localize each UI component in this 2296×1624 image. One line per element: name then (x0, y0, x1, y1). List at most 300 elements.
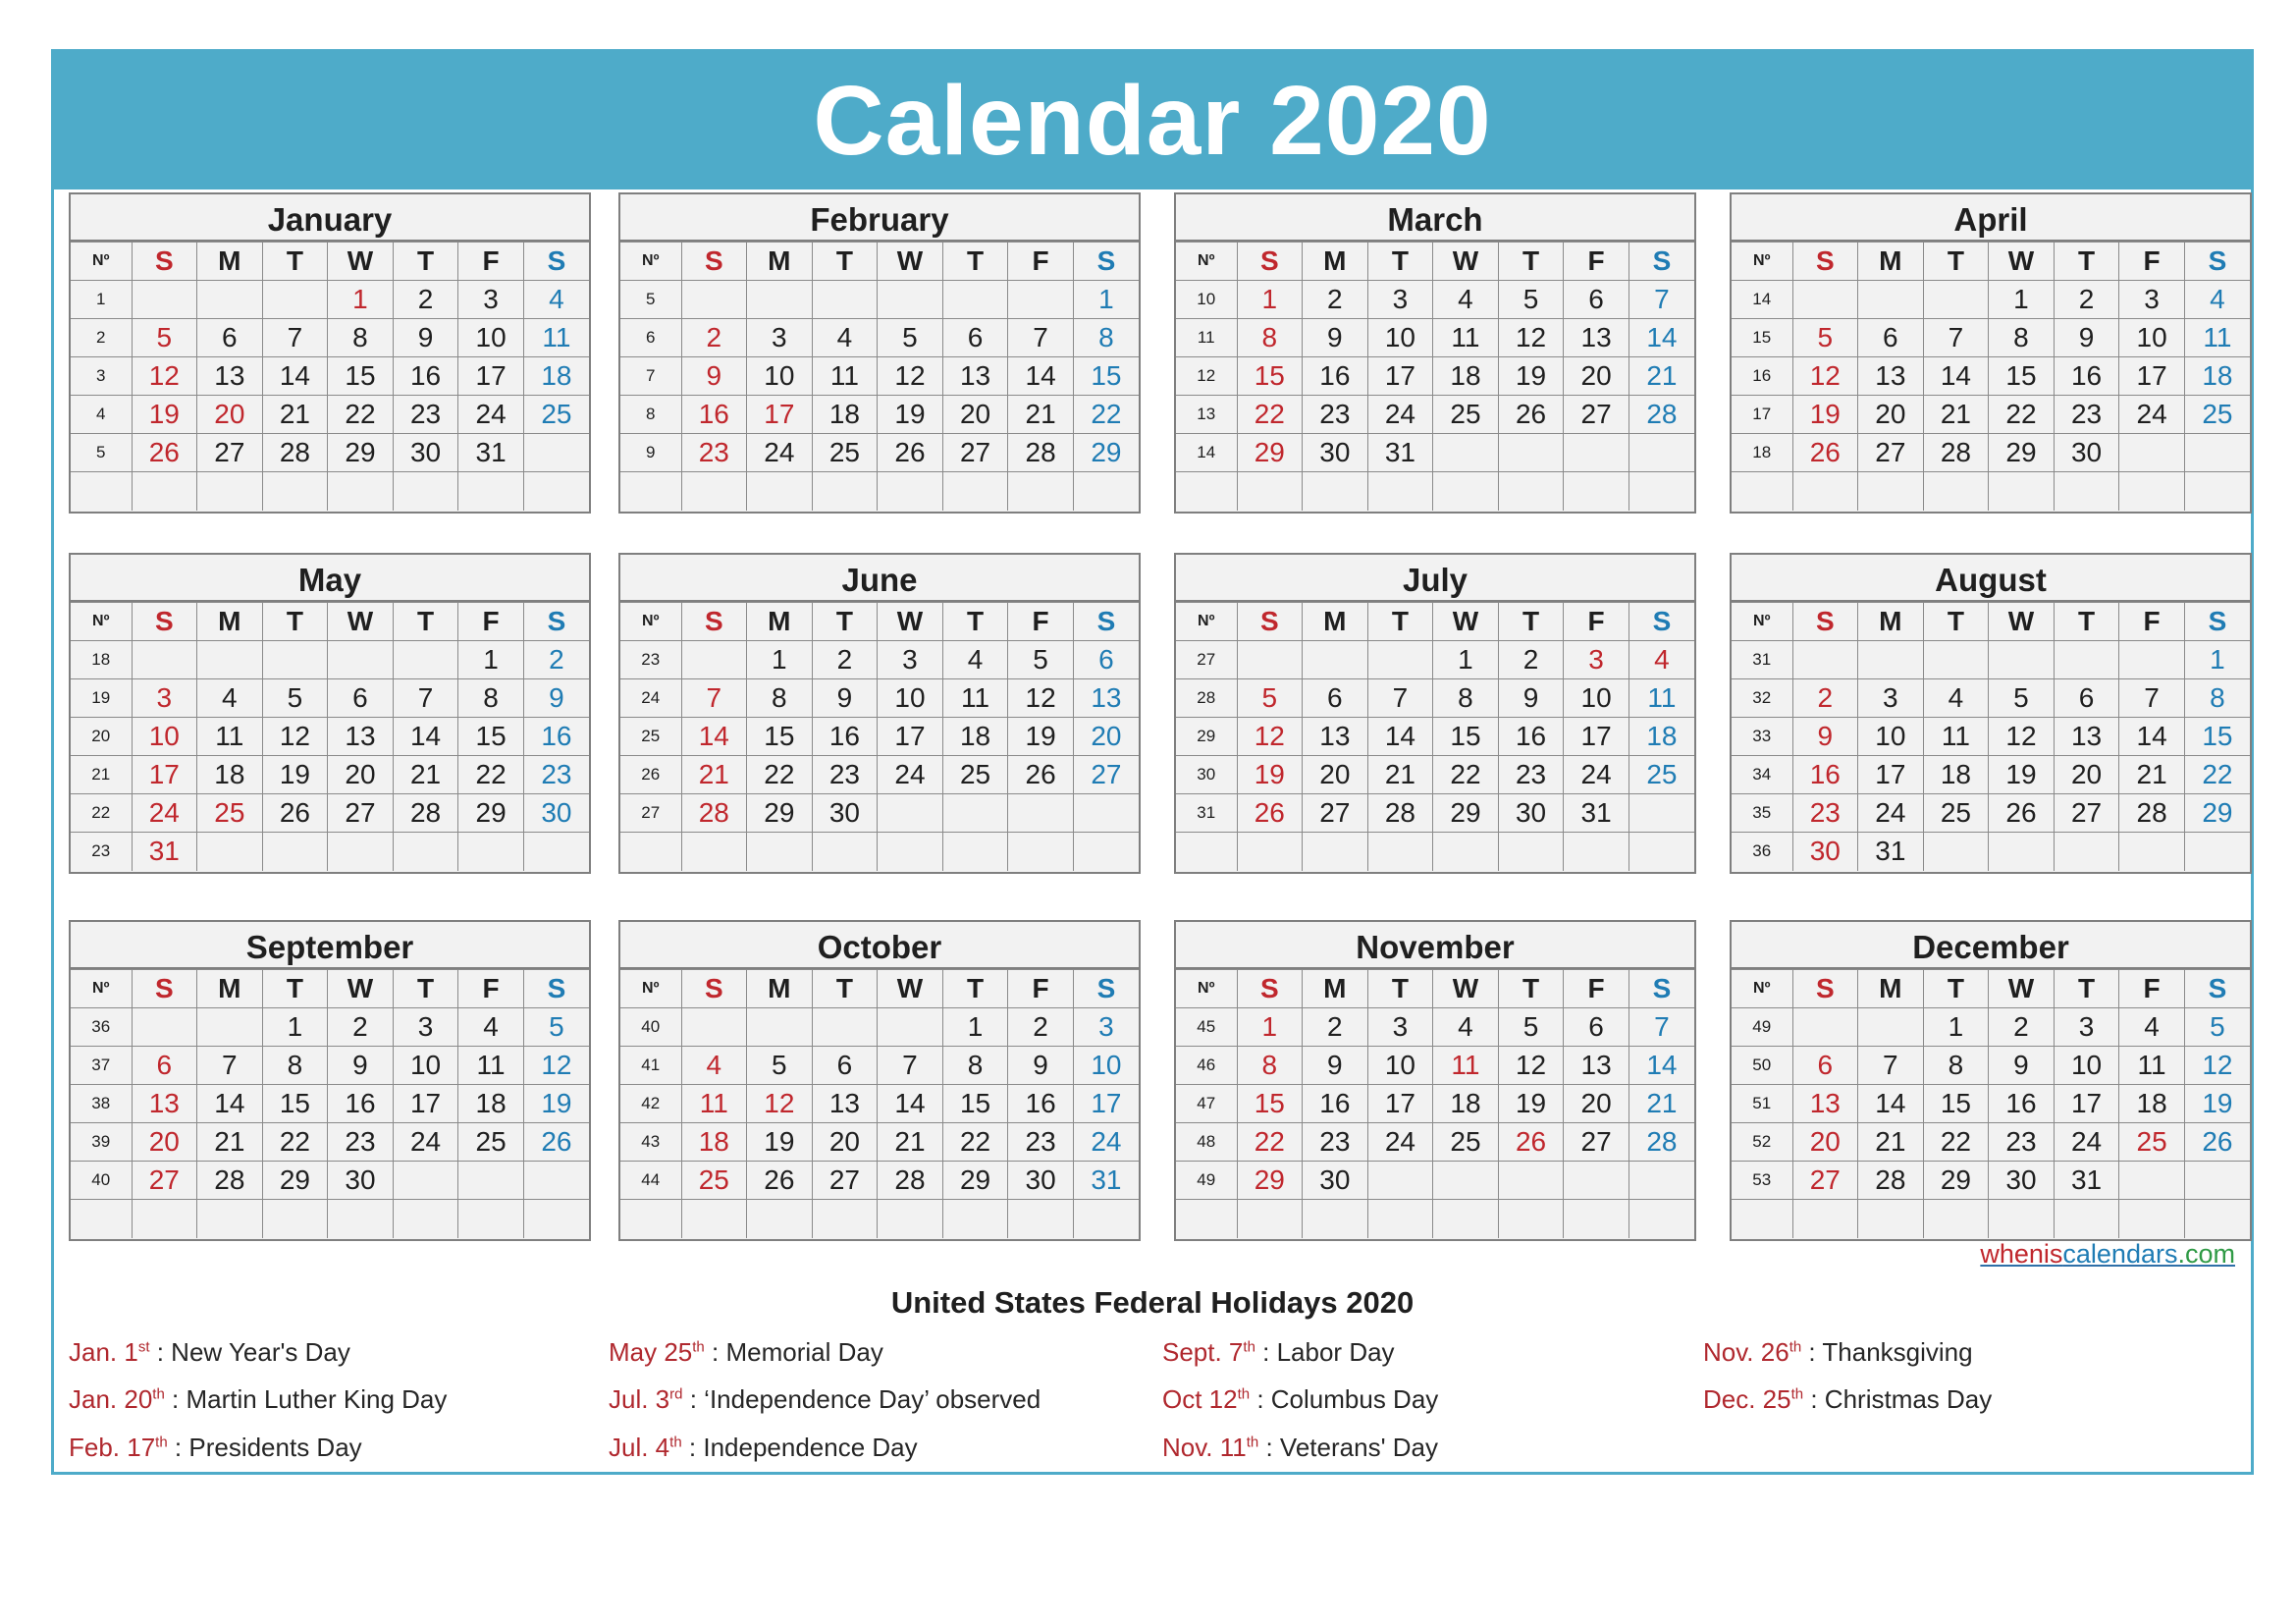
weekday-header: S (1629, 603, 1694, 641)
day-cell (2119, 1200, 2185, 1238)
week-number: 40 (71, 1162, 132, 1200)
day-cell (132, 1008, 197, 1047)
day-cell (1433, 1162, 1499, 1200)
day-cell: 4 (1923, 679, 1989, 718)
day-cell: 13 (197, 357, 263, 396)
day-cell: 15 (1923, 1085, 1989, 1123)
weekday-header: S (1073, 243, 1139, 281)
day-cell (197, 833, 263, 871)
day-cell: 3 (1564, 641, 1629, 679)
day-cell: 12 (747, 1085, 813, 1123)
holiday-date-suffix: th (692, 1338, 705, 1356)
day-cell: 15 (1989, 357, 2055, 396)
day-cell: 24 (1073, 1123, 1139, 1162)
day-cell: 22 (262, 1123, 328, 1162)
day-cell: 25 (197, 794, 263, 833)
day-cell: 8 (1433, 679, 1499, 718)
weekday-header: S (681, 970, 747, 1008)
week-row (1176, 1123, 1694, 1162)
day-cell: 16 (393, 357, 458, 396)
weekday-header: T (1498, 243, 1564, 281)
weekday-header: S (1237, 970, 1303, 1008)
weekday-header: T (812, 603, 878, 641)
day-cell: 6 (1564, 1008, 1629, 1047)
weekday-header: F (1564, 603, 1629, 641)
week-number: 19 (71, 679, 132, 718)
day-cell: 23 (2054, 396, 2119, 434)
day-cell: 10 (747, 357, 813, 396)
week-number: 46 (1176, 1047, 1237, 1085)
month-august (1730, 553, 2252, 874)
watermark-link[interactable] (1980, 1241, 2235, 1268)
weekday-header: S (681, 243, 747, 281)
weekday-header: M (197, 970, 263, 1008)
day-cell: 3 (878, 641, 943, 679)
day-cell (1858, 472, 1924, 511)
day-cell: 12 (2184, 1047, 2250, 1085)
holiday-date (69, 1384, 165, 1414)
day-cell (1629, 434, 1694, 472)
day-cell (1564, 472, 1629, 511)
day-cell: 10 (1858, 718, 1924, 756)
week-number: 22 (71, 794, 132, 833)
day-cell: 5 (1498, 1008, 1564, 1047)
watermark-part-1: whenis (1980, 1239, 2063, 1269)
week-number: 31 (1176, 794, 1237, 833)
day-cell: 18 (942, 718, 1008, 756)
week-row (1176, 281, 1694, 319)
weekday-header: T (1498, 603, 1564, 641)
week-number: 25 (620, 718, 681, 756)
day-cell (328, 1200, 394, 1238)
day-cell (2119, 472, 2185, 511)
weekday-header: S (132, 970, 197, 1008)
day-cell (1367, 833, 1433, 871)
day-cell: 18 (458, 1085, 524, 1123)
holiday-name: : Memorial Day (704, 1337, 883, 1367)
week-number: 53 (1732, 1162, 1792, 1200)
day-cell (942, 1200, 1008, 1238)
day-cell (1303, 1200, 1368, 1238)
day-cell: 17 (1367, 357, 1433, 396)
week-number: 31 (1732, 641, 1792, 679)
day-cell: 26 (1792, 434, 1858, 472)
day-cell: 16 (812, 718, 878, 756)
day-cell (1792, 472, 1858, 511)
month-november (1174, 920, 1696, 1241)
week-row (1176, 1085, 1694, 1123)
day-cell (523, 833, 589, 871)
day-cell (132, 1200, 197, 1238)
weekday-header: W (1433, 970, 1499, 1008)
week-row (1732, 1008, 2250, 1047)
day-cell (878, 281, 943, 319)
weekday-header: T (1923, 243, 1989, 281)
week-number (1176, 833, 1237, 871)
week-number: 15 (1732, 319, 1792, 357)
day-cell: 27 (812, 1162, 878, 1200)
day-cell (1629, 833, 1694, 871)
title-banner (54, 52, 2251, 189)
month-name: September (71, 922, 589, 969)
day-cell: 7 (878, 1047, 943, 1085)
day-cell: 9 (812, 679, 878, 718)
day-cell (747, 833, 813, 871)
weekday-header: W (878, 243, 943, 281)
week-row (1732, 756, 2250, 794)
day-cell (1073, 794, 1139, 833)
day-cell: 7 (1367, 679, 1433, 718)
day-cell: 19 (1237, 756, 1303, 794)
day-cell: 28 (262, 434, 328, 472)
weekday-header: M (1858, 970, 1924, 1008)
week-number: 41 (620, 1047, 681, 1085)
holiday-item (1162, 1435, 1438, 1460)
day-cell: 30 (1303, 1162, 1368, 1200)
holiday-name: : Labor Day (1255, 1337, 1395, 1367)
day-cell: 16 (1303, 1085, 1368, 1123)
day-cell: 3 (1073, 1008, 1139, 1047)
day-cell (197, 472, 263, 511)
day-cell: 26 (1237, 794, 1303, 833)
day-cell: 17 (132, 756, 197, 794)
day-cell: 28 (1923, 434, 1989, 472)
day-cell: 28 (878, 1162, 943, 1200)
month-name: April (1732, 194, 2250, 242)
day-cell (1303, 833, 1368, 871)
day-cell: 5 (1237, 679, 1303, 718)
day-cell: 4 (1433, 281, 1499, 319)
holiday-date-suffix: st (137, 1338, 150, 1356)
day-cell (747, 281, 813, 319)
day-cell (1989, 833, 2055, 871)
day-cell: 24 (1367, 396, 1433, 434)
day-cell (262, 281, 328, 319)
day-cell (681, 833, 747, 871)
day-cell: 24 (1564, 756, 1629, 794)
week-row (620, 357, 1139, 396)
day-cell: 2 (2054, 281, 2119, 319)
day-cell: 29 (1237, 434, 1303, 472)
day-cell: 23 (1498, 756, 1564, 794)
day-cell: 20 (1564, 357, 1629, 396)
holiday-item (69, 1435, 362, 1460)
day-cell: 17 (747, 396, 813, 434)
day-cell: 29 (2184, 794, 2250, 833)
day-cell: 9 (2054, 319, 2119, 357)
day-cell: 20 (812, 1123, 878, 1162)
weekday-header: S (1237, 243, 1303, 281)
weekday-header: M (1303, 243, 1368, 281)
day-cell: 21 (878, 1123, 943, 1162)
day-cell: 24 (2119, 396, 2185, 434)
month-name: June (620, 555, 1139, 602)
week-row (1176, 718, 1694, 756)
week-number: 10 (1176, 281, 1237, 319)
day-cell: 10 (878, 679, 943, 718)
day-cell: 28 (681, 794, 747, 833)
day-cell: 22 (1073, 396, 1139, 434)
day-cell: 12 (1237, 718, 1303, 756)
week-number (620, 833, 681, 871)
day-cell (1073, 833, 1139, 871)
day-cell: 15 (1073, 357, 1139, 396)
week-row (71, 756, 589, 794)
month-april (1730, 192, 2252, 514)
holiday-date-text: Dec. 25 (1703, 1384, 1791, 1414)
day-cell (197, 1008, 263, 1047)
day-cell: 10 (2054, 1047, 2119, 1085)
day-cell: 18 (681, 1123, 747, 1162)
day-cell: 8 (2184, 679, 2250, 718)
day-cell: 22 (1237, 1123, 1303, 1162)
week-row (71, 1200, 589, 1238)
day-cell: 8 (1989, 319, 2055, 357)
month-march (1174, 192, 1696, 514)
day-cell (2184, 833, 2250, 871)
day-cell (1498, 472, 1564, 511)
month-name: November (1176, 922, 1694, 969)
holiday-date-suffix: th (1246, 1434, 1259, 1451)
day-cell: 27 (1792, 1162, 1858, 1200)
day-cell: 13 (1792, 1085, 1858, 1123)
month-name: January (71, 194, 589, 242)
holiday-date-text: Jul. 4 (609, 1433, 670, 1462)
week-row (620, 319, 1139, 357)
week-number: 43 (620, 1123, 681, 1162)
day-cell: 2 (1008, 1008, 1074, 1047)
day-cell (878, 833, 943, 871)
weekday-header: T (393, 603, 458, 641)
day-cell: 11 (523, 319, 589, 357)
day-cell: 19 (1008, 718, 1074, 756)
day-cell: 21 (1367, 756, 1433, 794)
weekday-header: T (393, 970, 458, 1008)
day-cell: 25 (1629, 756, 1694, 794)
day-cell: 2 (1303, 281, 1368, 319)
day-cell: 5 (1498, 281, 1564, 319)
month-grid (1176, 242, 1694, 511)
week-row (1176, 756, 1694, 794)
day-cell: 30 (1792, 833, 1858, 871)
day-cell: 31 (458, 434, 524, 472)
weekday-header: W (878, 970, 943, 1008)
day-cell: 7 (1923, 319, 1989, 357)
day-cell: 17 (458, 357, 524, 396)
week-row (620, 1123, 1139, 1162)
day-cell: 27 (942, 434, 1008, 472)
week-number: 34 (1732, 756, 1792, 794)
day-cell (1073, 472, 1139, 511)
day-cell: 19 (747, 1123, 813, 1162)
week-row (620, 794, 1139, 833)
day-cell: 30 (812, 794, 878, 833)
holiday-date-text: Feb. 17 (69, 1433, 156, 1462)
day-cell: 20 (132, 1123, 197, 1162)
day-cell: 30 (1008, 1162, 1074, 1200)
week-number: 29 (1176, 718, 1237, 756)
day-cell: 2 (523, 641, 589, 679)
holiday-date-suffix: th (669, 1434, 682, 1451)
day-cell: 27 (1564, 396, 1629, 434)
week-row (620, 1008, 1139, 1047)
week-row (1176, 833, 1694, 871)
weekday-header: W (1989, 603, 2055, 641)
week-row (71, 1047, 589, 1085)
day-cell: 13 (812, 1085, 878, 1123)
day-cell: 22 (1923, 1123, 1989, 1162)
day-cell (1303, 472, 1368, 511)
weekday-header: F (2119, 603, 2185, 641)
weekday-header: W (1989, 243, 2055, 281)
day-cell: 18 (1629, 718, 1694, 756)
weekday-header: F (1564, 243, 1629, 281)
day-cell: 3 (458, 281, 524, 319)
day-cell: 29 (1073, 434, 1139, 472)
weekday-header: S (523, 970, 589, 1008)
day-cell: 4 (458, 1008, 524, 1047)
week-number: 18 (1732, 434, 1792, 472)
week-number (620, 472, 681, 511)
holiday-item (609, 1339, 883, 1365)
day-cell: 13 (328, 718, 394, 756)
day-cell: 1 (2184, 641, 2250, 679)
week-row (71, 1162, 589, 1200)
day-cell: 28 (1367, 794, 1433, 833)
week-row (620, 396, 1139, 434)
month-july (1174, 553, 1696, 874)
day-cell: 1 (262, 1008, 328, 1047)
holiday-date (1162, 1337, 1255, 1367)
weekday-header: W (328, 970, 394, 1008)
week-row (1732, 1085, 2250, 1123)
day-cell: 20 (1792, 1123, 1858, 1162)
week-number: 13 (1176, 396, 1237, 434)
day-cell: 7 (681, 679, 747, 718)
holiday-date-suffix: th (1789, 1338, 1802, 1356)
day-cell: 19 (262, 756, 328, 794)
day-cell: 12 (1792, 357, 1858, 396)
day-cell (2054, 641, 2119, 679)
week-row (71, 679, 589, 718)
week-number: 5 (620, 281, 681, 319)
day-cell: 24 (1367, 1123, 1433, 1162)
day-cell: 29 (262, 1162, 328, 1200)
week-row (620, 833, 1139, 871)
day-cell: 23 (1303, 1123, 1368, 1162)
day-cell: 15 (747, 718, 813, 756)
week-row (1176, 1008, 1694, 1047)
week-number: 51 (1732, 1085, 1792, 1123)
holiday-date-text: Nov. 11 (1162, 1433, 1247, 1462)
day-cell: 9 (523, 679, 589, 718)
day-cell: 10 (1073, 1047, 1139, 1085)
day-cell (942, 833, 1008, 871)
day-cell (2119, 1162, 2185, 1200)
week-number: 24 (620, 679, 681, 718)
week-number: 20 (71, 718, 132, 756)
weekday-header: S (1073, 603, 1139, 641)
day-cell: 10 (1564, 679, 1629, 718)
day-cell: 13 (2054, 718, 2119, 756)
day-cell: 31 (1564, 794, 1629, 833)
day-cell: 27 (1564, 1123, 1629, 1162)
day-cell: 25 (681, 1162, 747, 1200)
day-cell (197, 1200, 263, 1238)
week-number (1176, 1200, 1237, 1238)
week-number (620, 1200, 681, 1238)
day-cell: 30 (2054, 434, 2119, 472)
week-number-header: Nº (620, 970, 681, 1008)
day-cell: 21 (393, 756, 458, 794)
day-cell: 22 (747, 756, 813, 794)
day-cell: 21 (681, 756, 747, 794)
weekday-header: S (132, 603, 197, 641)
weekday-header: T (1367, 970, 1433, 1008)
holiday-item (609, 1435, 918, 1460)
day-cell (1923, 472, 1989, 511)
day-cell: 16 (523, 718, 589, 756)
holiday-item (1703, 1339, 1973, 1365)
day-cell (1008, 472, 1074, 511)
day-cell: 1 (1923, 1008, 1989, 1047)
day-cell (2119, 833, 2185, 871)
day-cell: 18 (812, 396, 878, 434)
day-cell (1073, 1200, 1139, 1238)
day-cell (458, 833, 524, 871)
day-cell: 11 (197, 718, 263, 756)
holiday-date-text: Sept. 7 (1162, 1337, 1244, 1367)
weekday-header: T (1923, 970, 1989, 1008)
week-row (71, 1123, 589, 1162)
week-number (1732, 1200, 1792, 1238)
day-cell: 3 (1367, 281, 1433, 319)
week-number: 36 (1732, 833, 1792, 871)
day-cell (1008, 833, 1074, 871)
day-cell: 23 (812, 756, 878, 794)
week-number: 37 (71, 1047, 132, 1085)
weekday-header: T (2054, 970, 2119, 1008)
day-cell: 9 (681, 357, 747, 396)
day-cell: 11 (812, 357, 878, 396)
day-cell (747, 472, 813, 511)
day-cell (1858, 281, 1924, 319)
day-cell: 27 (1073, 756, 1139, 794)
holiday-date-suffix: th (1790, 1385, 1804, 1403)
day-cell (262, 1200, 328, 1238)
week-number (1732, 472, 1792, 511)
day-cell: 17 (1858, 756, 1924, 794)
day-cell: 3 (2119, 281, 2185, 319)
week-number: 1 (71, 281, 132, 319)
weekday-header: T (393, 243, 458, 281)
weekday-header: M (747, 970, 813, 1008)
day-cell: 25 (2184, 396, 2250, 434)
month-name: February (620, 194, 1139, 242)
day-cell: 26 (747, 1162, 813, 1200)
week-number: 49 (1732, 1008, 1792, 1047)
day-cell: 12 (878, 357, 943, 396)
week-number: 26 (620, 756, 681, 794)
day-cell: 26 (262, 794, 328, 833)
day-cell: 14 (1923, 357, 1989, 396)
month-grid (1732, 602, 2250, 871)
day-cell: 5 (2184, 1008, 2250, 1047)
holiday-item (1162, 1339, 1395, 1365)
day-cell: 12 (1989, 718, 2055, 756)
week-number: 27 (1176, 641, 1237, 679)
day-cell: 14 (1629, 1047, 1694, 1085)
